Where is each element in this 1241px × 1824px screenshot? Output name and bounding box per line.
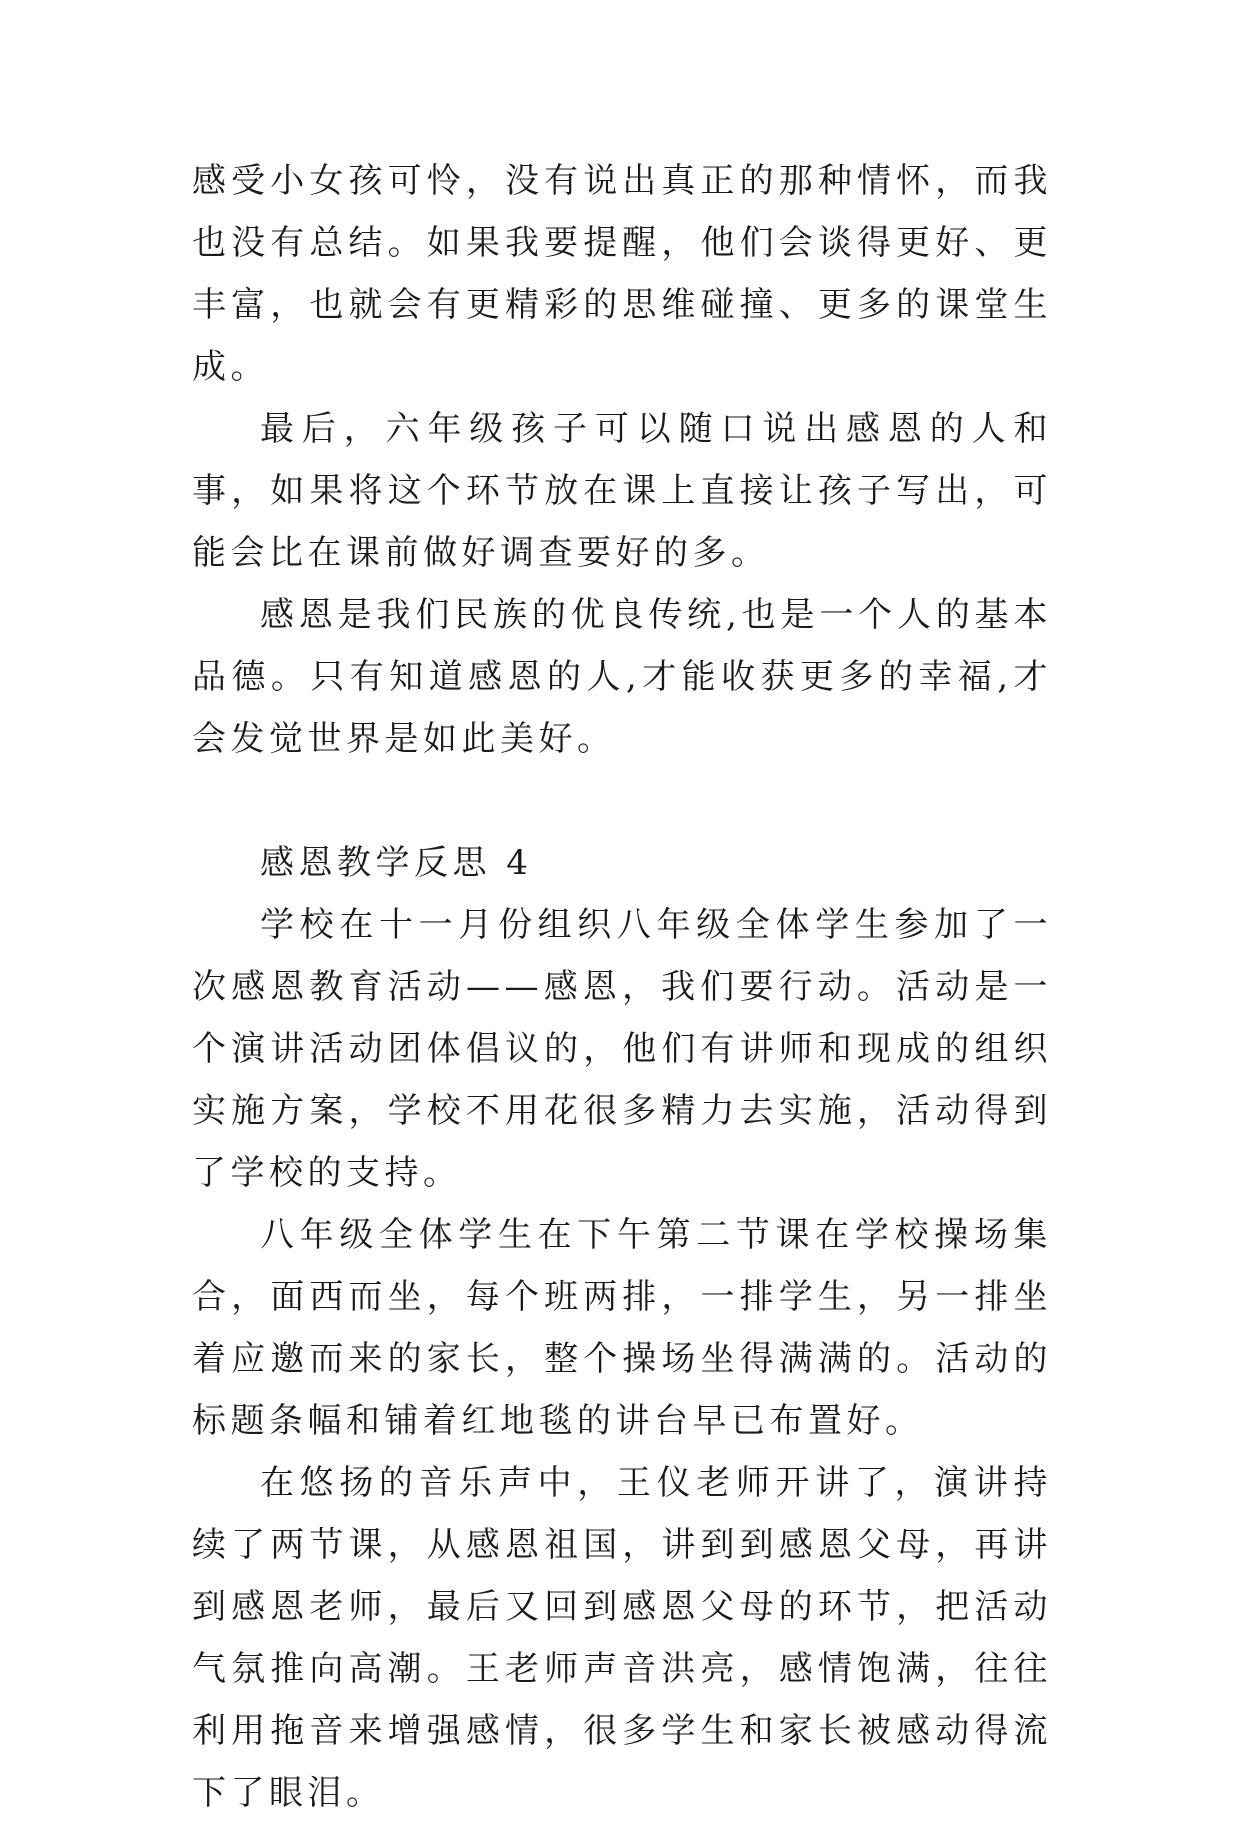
paragraph-4: 学校在十一月份组织八年级全体学生参加了一次感恩教育活动——感恩，我们要行动。活动是一个演讲活动团体倡议的，他们有讲师和现成的组织实施方案，学校不用花很多精力去实施，活动得到了学校的支持。: [192, 905, 1052, 1193]
section-heading: 感恩教学反思 4: [260, 843, 533, 883]
paragraph-3: 感恩是我们民族的优良传统,也是一个人的基本品德。只有知道感恩的人,才能收获更多的幸福,才会发觉世界是如此美好。: [192, 595, 1052, 759]
document-page: [192, 150, 1052, 1824]
section-gap: [192, 770, 1052, 832]
paragraph-5: 八年级全体学生在下午第二节课在学校操场集合，面西而坐，每个班两排，一排学生，另一排坐着应邀而来的家长，整个操场坐得满满的。活动的标题条幅和铺着红地毯的讲台早已布置好。: [192, 1215, 1052, 1441]
paragraph-2: 最后，六年级孩子可以随口说出感恩的人和事，如果将这个环节放在课上直接让孩子写出，可能会比在课前做好调查要好的多。: [192, 409, 1052, 573]
paragraph-6: 在悠扬的音乐声中，王仪老师开讲了，演讲持续了两节课，从感恩祖国，讲到到感恩父母，再讲到感恩老师，最后又回到感恩父母的环节，把活动气氛推向高潮。王老师声音洪亮，感情饱满，往往利用拖音来增强感情，很多学生和家长被感动得流下了眼泪。: [192, 1463, 1052, 1813]
paragraph-1: 感受小女孩可怜，没有说出真正的那种情怀，而我也没有总结。如果我要提醒，他们会谈得更好、更丰富，也就会有更精彩的思维碰撞、更多的课堂生成。: [192, 161, 1052, 387]
